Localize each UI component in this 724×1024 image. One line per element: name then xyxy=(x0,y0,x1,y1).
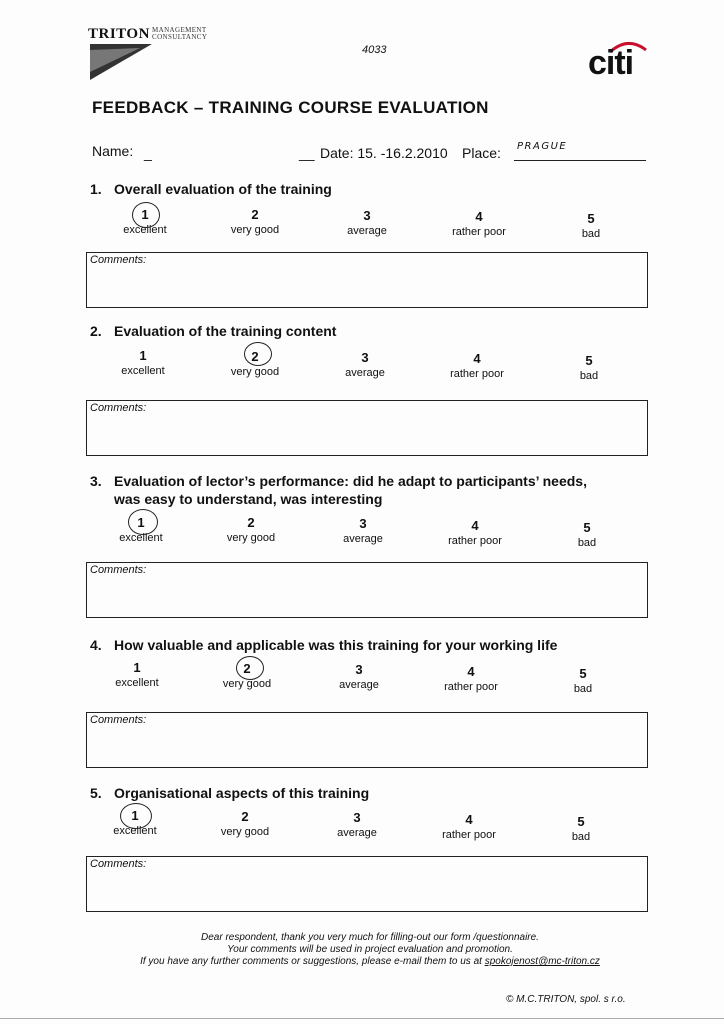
question-number: 5. xyxy=(90,785,102,801)
date-underscore: __ xyxy=(299,145,315,161)
rating-label: excellent xyxy=(121,365,165,377)
rating-option-5[interactable] xyxy=(546,211,636,241)
rating-label: excellent xyxy=(115,677,159,689)
footer-line-1: Dear respondent, thank you very much for filling-out our form /questionnaire. xyxy=(201,932,539,943)
rating-option-5[interactable] xyxy=(542,520,632,550)
rating-number: 1 xyxy=(133,660,141,675)
rating-label: bad xyxy=(579,370,599,382)
section-3 xyxy=(80,472,652,624)
rating-label: very good xyxy=(226,532,276,544)
rating-label: average xyxy=(339,679,379,691)
rating-number: 3 xyxy=(363,208,371,223)
rating-number: 2 xyxy=(241,809,249,824)
comments-label: Comments: xyxy=(90,858,147,870)
respondent-info xyxy=(92,143,652,169)
document-number: 4033 xyxy=(362,44,387,56)
comments-box[interactable] xyxy=(86,252,648,308)
question-4 xyxy=(90,636,557,654)
selected-rating-circle xyxy=(236,656,264,680)
rating-label: rather poor xyxy=(452,226,506,238)
rating-number: 1 xyxy=(139,348,147,363)
scan-edge-divider xyxy=(0,1018,724,1019)
rating-option-4[interactable] xyxy=(426,664,516,694)
triton-logo-sub1: MANAGEMENT xyxy=(152,26,207,34)
comments-box[interactable] xyxy=(86,400,648,456)
rating-number: 3 xyxy=(355,662,363,677)
rating-label: very good xyxy=(230,224,280,236)
rating-option-4[interactable] xyxy=(430,518,520,548)
triton-logo-sub2: CONSULTANCY xyxy=(152,33,208,41)
rating-option-4[interactable] xyxy=(424,812,514,842)
rating-option-2[interactable] xyxy=(200,809,290,839)
comments-label: Comments: xyxy=(90,254,147,266)
question-3 xyxy=(90,472,587,508)
comments-box[interactable] xyxy=(86,856,648,912)
rating-label: bad xyxy=(577,537,597,549)
rating-label: rather poor xyxy=(448,535,502,547)
rating-label: rather poor xyxy=(450,368,504,380)
rating-number: 4 xyxy=(475,209,483,224)
question-number: 4. xyxy=(90,637,102,653)
rating-label: average xyxy=(347,225,387,237)
comments-box[interactable] xyxy=(86,712,648,768)
rating-label: excellent xyxy=(123,224,167,236)
question-number: 2. xyxy=(90,323,102,339)
rating-number: 5 xyxy=(585,353,593,368)
comments-label: Comments: xyxy=(90,402,147,414)
place-label: Place: xyxy=(462,145,501,161)
rating-number: 2 xyxy=(243,661,251,676)
citi-logo-text: citi xyxy=(588,44,634,82)
rating-option-4[interactable] xyxy=(432,351,522,381)
rating-option-3[interactable] xyxy=(318,516,408,546)
rating-label: bad xyxy=(581,228,601,240)
rating-number: 2 xyxy=(251,207,259,222)
rating-option-2[interactable] xyxy=(210,207,300,237)
rating-label: bad xyxy=(573,683,593,695)
section-5 xyxy=(80,784,652,926)
feedback-email-link[interactable]: spokojenost@mc-triton.cz xyxy=(484,956,600,967)
question-number: 3. xyxy=(90,473,102,489)
rating-label: very good xyxy=(220,826,270,838)
rating-number: 3 xyxy=(359,516,367,531)
place-value: PRAGUE xyxy=(517,141,568,152)
rating-number: 4 xyxy=(467,664,475,679)
selected-rating-circle xyxy=(132,202,160,228)
section-2 xyxy=(80,322,652,462)
question-text-line1: Evaluation of lector’s performance: did he adapt to participants’ needs, xyxy=(114,473,587,489)
rating-option-3[interactable] xyxy=(320,350,410,380)
rating-option-5[interactable] xyxy=(544,353,634,383)
question-text: Evaluation of the training content xyxy=(114,323,337,339)
rating-option-3[interactable] xyxy=(312,810,402,840)
section-1 xyxy=(80,180,652,312)
question-text-line2: was easy to understand, was interesting xyxy=(114,491,383,507)
footer-note xyxy=(80,932,660,968)
citi-logo xyxy=(588,36,650,80)
comments-label: Comments: xyxy=(90,564,147,576)
rating-number: 2 xyxy=(247,515,255,530)
comments-label: Comments: xyxy=(90,714,147,726)
page-title: FEEDBACK – TRAINING COURSE EVALUATION xyxy=(92,98,489,117)
question-5 xyxy=(90,784,369,802)
rating-number: 2 xyxy=(251,349,259,364)
triton-wedge-icon xyxy=(90,42,160,82)
footer-line-2: Your comments will be used in project evaluation and promotion. xyxy=(227,944,513,955)
selected-rating-circle xyxy=(244,342,272,366)
rating-number: 1 xyxy=(137,515,145,530)
date-label: Date: 15. -16.2.2010 xyxy=(320,145,448,161)
rating-label: very good xyxy=(230,366,280,378)
name-label: Name: xyxy=(92,143,134,159)
rating-number: 5 xyxy=(577,814,585,829)
triton-logo-subtitle xyxy=(152,27,232,41)
rating-label: average xyxy=(343,533,383,545)
section-4 xyxy=(80,636,652,776)
rating-number: 5 xyxy=(579,666,587,681)
triton-logo-text: TRITON xyxy=(88,26,150,42)
rating-label: bad xyxy=(571,831,591,843)
rating-option-3[interactable] xyxy=(322,208,412,238)
rating-label: excellent xyxy=(119,532,163,544)
question-text: Overall evaluation of the training xyxy=(114,181,332,197)
selected-rating-circle xyxy=(128,509,158,535)
place-field-line[interactable] xyxy=(514,160,646,161)
question-2 xyxy=(90,322,336,340)
rating-option-4[interactable] xyxy=(434,209,524,239)
question-text: How valuable and applicable was this training for your working life xyxy=(114,637,558,653)
selected-rating-circle xyxy=(120,803,152,829)
rating-number: 5 xyxy=(583,520,591,535)
rating-option-1[interactable] xyxy=(92,660,182,690)
rating-number: 4 xyxy=(465,812,473,827)
rating-label: excellent xyxy=(113,825,157,837)
rating-number: 5 xyxy=(587,211,595,226)
rating-label: average xyxy=(345,367,385,379)
rating-label: rather poor xyxy=(444,681,498,693)
copyright: © M.C.TRITON, spol. s r.o. xyxy=(506,994,626,1005)
rating-option-2[interactable] xyxy=(206,515,296,545)
triton-logo xyxy=(88,26,238,82)
rating-label: average xyxy=(337,827,377,839)
rating-option-1[interactable] xyxy=(98,348,188,378)
footer-line-3 xyxy=(80,956,660,968)
rating-number: 4 xyxy=(473,351,481,366)
rating-option-5[interactable] xyxy=(538,666,628,696)
comments-box[interactable] xyxy=(86,562,648,618)
rating-option-5[interactable] xyxy=(536,814,626,844)
rating-label: rather poor xyxy=(442,829,496,841)
rating-number: 3 xyxy=(353,810,361,825)
rating-number: 1 xyxy=(141,207,149,222)
rating-label: very good xyxy=(222,678,272,690)
question-text: Organisational aspects of this training xyxy=(114,785,370,801)
rating-number: 4 xyxy=(471,518,479,533)
question-1 xyxy=(90,180,332,198)
rating-option-3[interactable] xyxy=(314,662,404,692)
question-number: 1. xyxy=(90,181,102,197)
rating-number: 3 xyxy=(361,350,369,365)
name-field[interactable]: _ xyxy=(144,145,152,161)
footer-line-3-text: If you have any further comments or suggestions, please e-mail them to us at xyxy=(140,956,482,967)
rating-number: 1 xyxy=(131,808,139,823)
